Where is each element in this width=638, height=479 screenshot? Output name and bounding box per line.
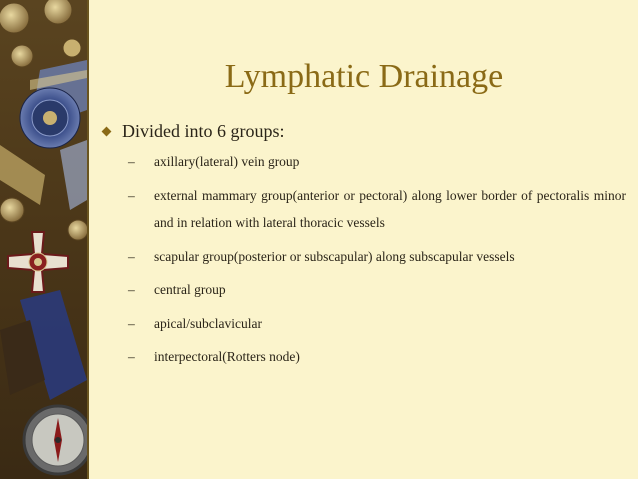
diamond-bullet-icon: [102, 126, 112, 136]
main-bullet-text: Divided into 6 groups:: [122, 121, 285, 141]
main-bullet: [101, 119, 631, 143]
sub-bullet-text: axillary(lateral) vein group: [154, 154, 300, 169]
dash-bullet-icon: –: [128, 315, 135, 331]
side-decoration-image: [0, 0, 87, 479]
slide-title: Lymphatic Drainage: [224, 58, 504, 95]
sub-bullet-list: [126, 148, 626, 377]
sub-bullet-item: [126, 148, 626, 176]
sub-bullet-text: apical/subclavicular: [154, 315, 262, 331]
dash-bullet-icon: –: [128, 187, 135, 203]
sub-bullet-item: [126, 310, 626, 338]
sub-bullet-text: interpectoral(Rotters node): [154, 349, 300, 364]
sub-bullet-item: [126, 343, 626, 371]
sub-bullet-text: central group: [154, 282, 226, 297]
vertical-divider: [87, 0, 89, 479]
sub-bullet-item: [126, 182, 626, 237]
medals-decoration-icon: [0, 0, 87, 479]
dash-bullet-icon: –: [128, 248, 135, 264]
sub-bullet-item: [126, 243, 626, 271]
dash-bullet-icon: –: [128, 154, 135, 169]
sub-bullet-item: [126, 276, 626, 304]
dash-bullet-icon: –: [128, 349, 135, 364]
sub-bullet-text: scapular group(posterior or subscapular) along subscapular vessels: [154, 248, 515, 264]
sub-bullet-text: external mammary group(anterior or pectoral) along lower border of pectoralis minor and in relation with lateral thoracic vessels: [154, 187, 626, 230]
dash-bullet-icon: –: [128, 282, 135, 297]
